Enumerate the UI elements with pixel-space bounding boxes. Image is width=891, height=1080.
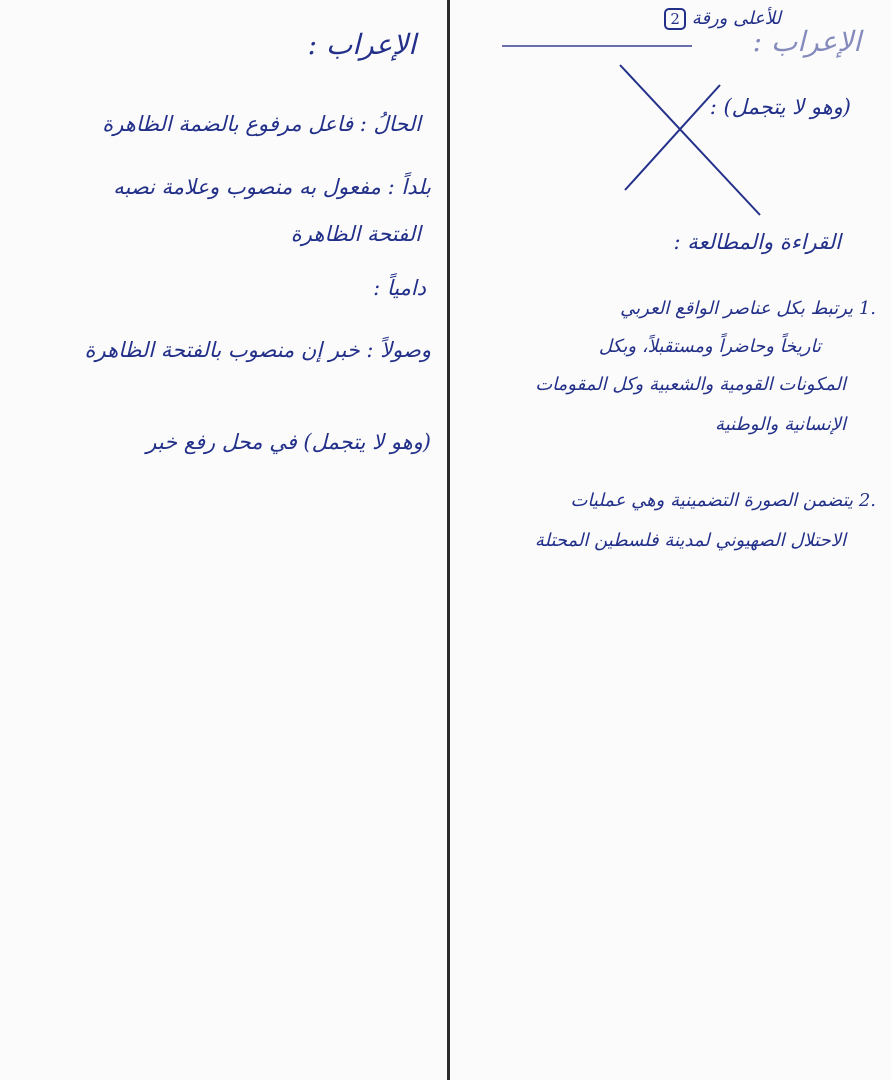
crossed-out-mark (600, 55, 790, 225)
item-1-number: .1 (858, 298, 876, 319)
left-line-6: (وهو لا يتجمل) في محل رفع خبر (146, 430, 431, 454)
scribbled-heading: الإعراب : (752, 25, 861, 58)
cross-stroke-1 (620, 65, 760, 215)
left-line-3: الفتحة الظاهرة (290, 222, 421, 246)
page-number-box: 2 (664, 8, 686, 30)
cross-stroke-2 (625, 85, 720, 190)
item-2-number: .2 (858, 490, 876, 511)
header-text: للأعلى ورقة (691, 8, 781, 29)
left-title: الإعراب : (307, 28, 416, 61)
item-1-line-2: تاريخاً وحاضراً ومستقبلاً، وبكل (598, 336, 821, 357)
section-title: القراءة والمطالعة : (673, 230, 841, 254)
header-underline (502, 45, 692, 47)
left-line-1: الحالُ : فاعل مرفوع بالضمة الظاهرة (102, 112, 421, 136)
page-divider-line (447, 0, 450, 1080)
left-line-5: وصولاً : خبر إن منصوب بالفتحة الظاهرة (84, 338, 431, 362)
item-2-line-2: الاحتلال الصهيوني لمدينة فلسطين المحتلة (534, 530, 846, 551)
left-line-4: دامياً : (373, 276, 426, 300)
item-1-line-1: .1 يرتبط بكل عناصر الواقع العربي (620, 298, 876, 319)
scribbled-line: (وهو لا يتجمل) : (709, 95, 851, 119)
item-2-line-1: .2 يتضمن الصورة التضمينية وهي عمليات (570, 490, 876, 511)
item-1-line-3: المكونات القومية والشعبية وكل المقومات (535, 374, 846, 395)
item-1-line-4: الإنسانية والوطنية (715, 414, 846, 435)
left-line-2: بلداً : مفعول به منصوب وعلامة نصبه (113, 175, 431, 199)
